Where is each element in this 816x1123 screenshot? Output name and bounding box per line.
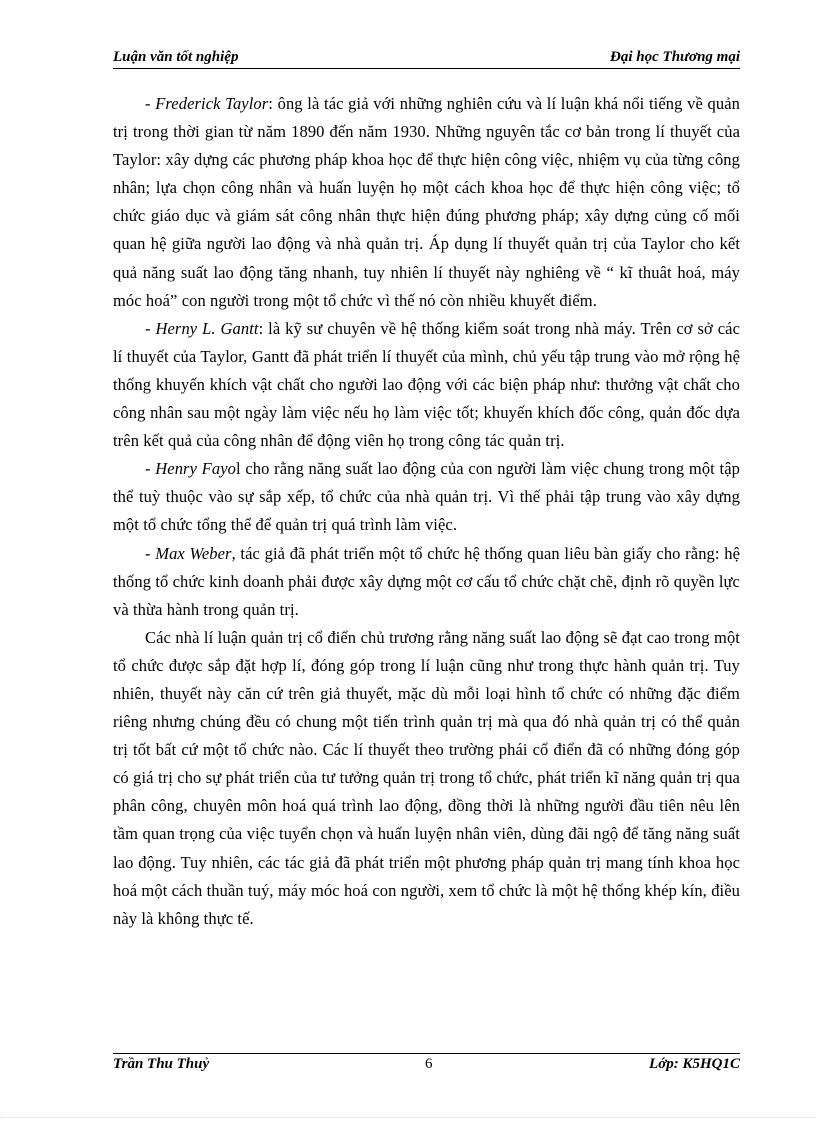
author-name-taylor: - Frederick Taylor — [145, 94, 269, 113]
paragraph-fayol — [113, 455, 740, 539]
header-university-label: Đại học Thương mại — [610, 49, 740, 65]
footer-rule — [113, 1053, 740, 1054]
paragraph-gantt — [113, 315, 740, 455]
paragraph-taylor — [113, 90, 740, 315]
page-footer — [113, 1056, 740, 1078]
paragraph-text: , tác giả đã phát triển một tổ chức hệ thống quan liêu bàn giấy cho rằng: hệ thống tổ chức kinh doanh phải được xây dựng một cơ cấu tổ chức chặt chẽ, định rõ quyền lực và thừa hành trong quản trị. — [113, 543, 740, 619]
paragraph-weber — [113, 540, 740, 624]
paragraph-summary: Các nhà lí luận quản trị cổ điển chủ trương rằng năng suất lao động sẽ đạt cao trong một tổ chức được sắp đặt hợp lí, đóng góp trong lí luận cũng như trong thực hành quản trị. Tuy nhiên, thuyết này căn cứ trên giả thuyết, mặc dù mỗi loại hình tổ chức có những đặc điểm riêng nhưng chúng đều có chung một tiến trình quản trị mà qua đó nhà quản trị có thể quản trị tốt bất cứ một tổ chức nào. Các lí thuyết theo trường phái cổ điển đã có những đóng góp có giá trị cho sự phát triển của tư tưởng quản trị trong tổ chức, phát triển kĩ năng quản trị qua phân công, chuyên môn hoá quá trình lao động, đồng thời là những người đầu tiên nêu lên tầm quan trọng của việc tuyển chọn và huấn luyện nhân viên, dùng đãi ngộ để tăng năng suất lao động. Tuy nhiên, các tác giả đã phát triển một phương pháp quản trị mang tính khoa học hoá một cách thuần tuý, máy móc hoá con người, xem tổ chức là một hệ thống khép kín, điều này là không thực tế. — [113, 627, 740, 928]
paragraph-text: : là kỹ sư chuyên về hệ thống kiểm soát trong nhà máy. Trên cơ sở các lí thuyết của Taylor, Gantt đã phát triển lí thuyết của mình, chủ yếu tập trung vào mở rộng hệ thống khuyến khích vật chất cho người lao động với các biện pháp như: thưởng vật chất cho công nhân sau một ngày làm việc nếu họ làm việc tốt; khuyến khích đốc công, quản đốc dựa trên kết quả của công nhân để động viên họ trong công tác quản trị. — [113, 318, 740, 451]
header-thesis-label: Luận văn tốt nghiệp — [113, 49, 239, 65]
author-name-weber: - Max Weber — [145, 543, 232, 563]
page-number: 6 — [425, 1056, 433, 1072]
footer-class: Lớp: K5HQ1C — [649, 1056, 740, 1072]
author-name-gantt: - Herny L. Gantt — [145, 318, 259, 338]
header-rule — [113, 68, 740, 69]
page-header — [113, 49, 740, 69]
document-body — [113, 90, 740, 933]
paragraph-text: l cho rằng năng suất lao động của con người làm việc chung trong một tập thể tuỳ thuộc vào sự sắp xếp, tổ chức của nhà quản trị. Vì thế phải tập trung vào xây dựng một tổ chức tổng thể để quản trị quá trình làm việc. — [113, 459, 740, 535]
author-name-fayol: - Henry Fayo — [145, 459, 236, 479]
footer-author: Trần Thu Thuỷ — [113, 1056, 210, 1072]
page-edge-divider — [0, 1117, 816, 1118]
paragraph-text: : ông là tác giả với những nghiên cứu và lí luận khá nổi tiếng về quản trị trong thời gian từ năm 1890 đến năm 1930. Những nguyên tắc cơ bản trong lí thuyết của Taylor: xây dựng các phương pháp khoa học để thực hiện công việc, nhiệm vụ của từng công nhân; lựa chọn công nhân và huấn luyện họ một cách khoa học để thực hiện công việc; tổ chức giáo dục và giám sát công nhân thực hiện đúng phương pháp; xây dựng củng cố mối quan hệ giữa người lao động và nhà quản trị. Áp dụng lí thuyết quản trị của Taylor cho kết quả năng suất lao động tăng nhanh, tuy nhiên lí thuyết này nghiêng về “ kĩ thuât hoá, máy móc hoá” con người trong một tổ chức vì thế nó còn nhiều khuyết điểm. — [113, 94, 740, 310]
